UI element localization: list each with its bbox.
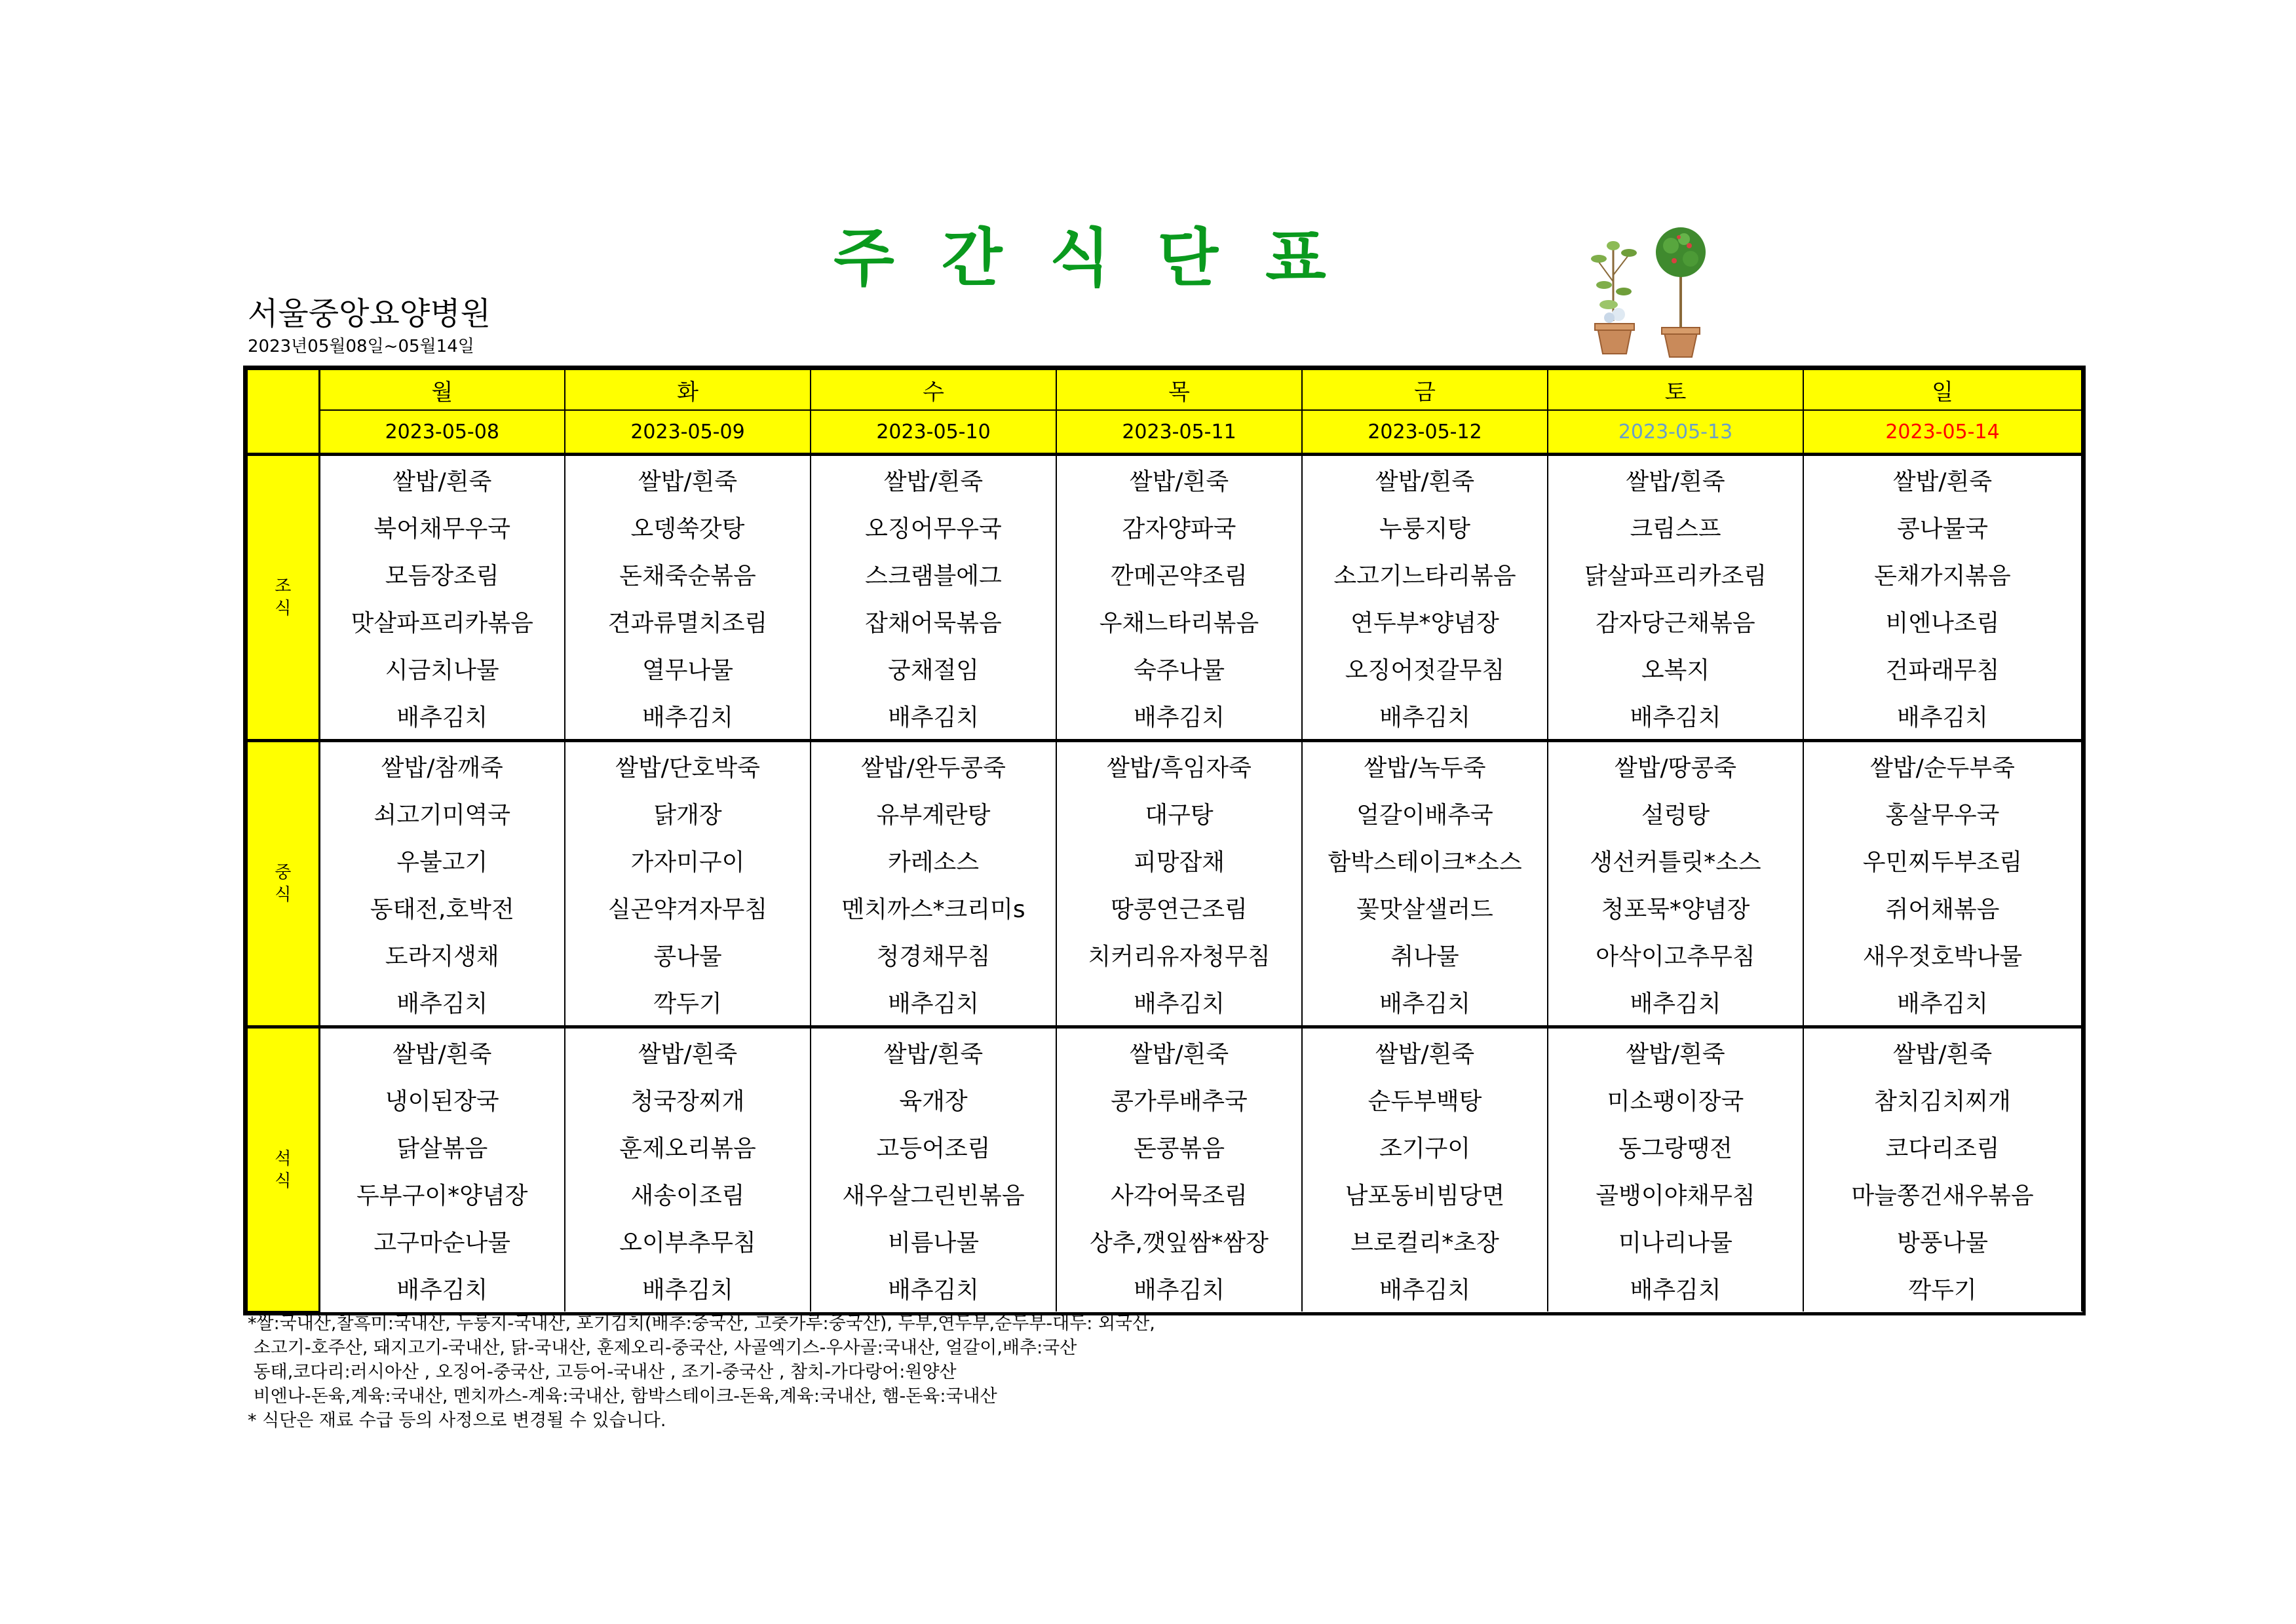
menu-item: 배추김치 xyxy=(1548,978,1803,1027)
day-sun: 일 xyxy=(1803,369,2082,410)
menu-item: 사각어묵조림 xyxy=(1056,1170,1302,1217)
menu-item: 배추김치 xyxy=(565,692,811,741)
menu-item: 스크램블에그 xyxy=(811,550,1056,597)
right-topiary-icon xyxy=(1656,227,1706,357)
menu-item: 새송이조림 xyxy=(565,1170,811,1217)
menu-item: 피망잡채 xyxy=(1056,837,1302,884)
menu-item: 오징어젓갈무침 xyxy=(1302,645,1548,692)
breakfast-row xyxy=(247,550,2082,597)
menu-item: 설렁탕 xyxy=(1548,789,1803,837)
menu-item: 꽃맛살샐러드 xyxy=(1302,884,1548,931)
menu-item: 취나물 xyxy=(1302,931,1548,978)
menu-item: 새우젓호박나물 xyxy=(1803,931,2082,978)
menu-item: 쌀밥/흰죽 xyxy=(1302,1027,1548,1076)
menu-item: 배추김치 xyxy=(811,692,1056,741)
date-tue: 2023-05-09 xyxy=(565,410,811,455)
menu-item: 닭살파프리카조림 xyxy=(1548,550,1803,597)
menu-item: 홍살무우국 xyxy=(1803,789,2082,837)
menu-item: 깍두기 xyxy=(565,978,811,1027)
title-char: 식 xyxy=(1049,221,1113,295)
menu-item: 배추김치 xyxy=(1803,692,2082,741)
lunch-row xyxy=(247,741,2082,790)
menu-item: 견과류멸치조림 xyxy=(565,597,811,645)
menu-item: 맛살파프리카볶음 xyxy=(319,597,565,645)
menu-item: 쌀밥/흰죽 xyxy=(1803,455,2082,504)
breakfast-row xyxy=(247,455,2082,504)
title-char: 주 xyxy=(833,221,897,295)
footnote-line: 소고기-호주산, 돼지고기-국내산, 닭-국내산, 훈제오리-중국산, 사골엑기스-우사골:국내산, 얼갈이,배추:국산 xyxy=(248,1338,1077,1358)
menu-item: 북어채무우국 xyxy=(319,503,565,550)
menu-item: 쌀밥/흰죽 xyxy=(565,1027,811,1076)
menu-item: 쌀밥/흰죽 xyxy=(1056,1027,1302,1076)
menu-item: 쌀밥/순두부죽 xyxy=(1803,741,2082,790)
menu-item: 건파래무침 xyxy=(1803,645,2082,692)
menu-item: 고등어조림 xyxy=(811,1123,1056,1170)
menu-item: 소고기느타리볶음 xyxy=(1302,550,1548,597)
menu-item: 골뱅이야채무침 xyxy=(1548,1170,1803,1217)
breakfast-row xyxy=(247,692,2082,741)
menu-item: 배추김치 xyxy=(1803,978,2082,1027)
dinner-row xyxy=(247,1264,2082,1312)
menu-item: 오징어무우국 xyxy=(811,503,1056,550)
menu-item: 쌀밥/흰죽 xyxy=(1056,455,1302,504)
menu-item: 남포동비빔당면 xyxy=(1302,1170,1548,1217)
menu-item: 배추김치 xyxy=(319,1264,565,1312)
menu-item: 배추김치 xyxy=(565,1264,811,1312)
menu-item: 미나리나물 xyxy=(1548,1217,1803,1264)
menu-item: 카레소스 xyxy=(811,837,1056,884)
menu-item: 깍두기 xyxy=(1803,1264,2082,1312)
menu-item: 두부구이*양념장 xyxy=(319,1170,565,1217)
menu-item: 육개장 xyxy=(811,1076,1056,1123)
menu-item: 배추김치 xyxy=(811,978,1056,1027)
menu-item: 돈채가지볶음 xyxy=(1803,550,2082,597)
menu-item: 우불고기 xyxy=(319,837,565,884)
menu-item: 쌀밥/흰죽 xyxy=(1803,1027,2082,1076)
left-plant-icon xyxy=(1591,241,1637,354)
date-thu: 2023-05-11 xyxy=(1056,410,1302,455)
breakfast-row xyxy=(247,645,2082,692)
menu-item: 시금치나물 xyxy=(319,645,565,692)
menu-item: 얼갈이배추국 xyxy=(1302,789,1548,837)
lunch-label: 중 식 xyxy=(247,741,319,1027)
menu-item: 훈제오리볶음 xyxy=(565,1123,811,1170)
menu-item: 쌀밥/녹두죽 xyxy=(1302,741,1548,790)
menu-item: 콩나물 xyxy=(565,931,811,978)
menu-item: 미소팽이장국 xyxy=(1548,1076,1803,1123)
dinner-row xyxy=(247,1217,2082,1264)
lunch-row xyxy=(247,884,2082,931)
menu-item: 코다리조림 xyxy=(1803,1123,2082,1170)
menu-item: 청포묵*양념장 xyxy=(1548,884,1803,931)
menu-item: 배추김치 xyxy=(1548,692,1803,741)
menu-item: 쇠고기미역국 xyxy=(319,789,565,837)
menu-item: 돈채죽순볶음 xyxy=(565,550,811,597)
menu-item: 쌀밥/완두콩죽 xyxy=(811,741,1056,790)
menu-item: 새우살그린빈볶음 xyxy=(811,1170,1056,1217)
footnote-line: * 식단은 재료 수급 등의 사정으로 변경될 수 있습니다. xyxy=(248,1410,666,1431)
menu-item: 땅콩연근조림 xyxy=(1056,884,1302,931)
menu-item: 연두부*양념장 xyxy=(1302,597,1548,645)
menu-item: 쌀밥/흰죽 xyxy=(319,1027,565,1076)
menu-item: 배추김치 xyxy=(319,978,565,1027)
menu-item: 쌀밥/단호박죽 xyxy=(565,741,811,790)
menu-item: 동그랑땡전 xyxy=(1548,1123,1803,1170)
day-thu: 목 xyxy=(1056,369,1302,410)
day-sat: 토 xyxy=(1548,369,1803,410)
menu-item: 모듬장조림 xyxy=(319,550,565,597)
menu-item: 유부계란탕 xyxy=(811,789,1056,837)
menu-item: 열무나물 xyxy=(565,645,811,692)
menu-item: 쥐어채볶음 xyxy=(1803,884,2082,931)
menu-item: 쌀밥/흰죽 xyxy=(1548,1027,1803,1076)
date-header-row xyxy=(247,410,2082,455)
day-tue: 화 xyxy=(565,369,811,410)
footnote-line: 동태,코다리:러시아산 , 오징어-중국산, 고등어-국내산 , 조기-중국산 , 참치-가다랑어:원양산 xyxy=(248,1362,957,1382)
dinner-row xyxy=(247,1076,2082,1123)
menu-item: 상추,깻잎쌈*쌈장 xyxy=(1056,1217,1302,1264)
date-wed: 2023-05-10 xyxy=(811,410,1056,455)
day-fri: 금 xyxy=(1302,369,1548,410)
menu-item: 비엔나조림 xyxy=(1803,597,2082,645)
menu-item: 숙주나물 xyxy=(1056,645,1302,692)
menu-item: 멘치까스*크리미s xyxy=(811,884,1056,931)
lunch-row xyxy=(247,837,2082,884)
menu-item: 방풍나물 xyxy=(1803,1217,2082,1264)
menu-item: 가자미구이 xyxy=(565,837,811,884)
menu-item: 함박스테이크*소스 xyxy=(1302,837,1548,884)
lunch-row xyxy=(247,789,2082,837)
menu-item: 배추김치 xyxy=(1056,692,1302,741)
menu-item: 쌀밥/흑임자죽 xyxy=(1056,741,1302,790)
title-char: 단 xyxy=(1157,221,1221,295)
menu-item: 크림스프 xyxy=(1548,503,1803,550)
menu-item: 조기구이 xyxy=(1302,1123,1548,1170)
menu-item: 배추김치 xyxy=(1056,978,1302,1027)
menu-item: 쌀밥/흰죽 xyxy=(319,455,565,504)
menu-item: 쌀밥/땅콩죽 xyxy=(1548,741,1803,790)
menu-item: 브로컬리*초장 xyxy=(1302,1217,1548,1264)
menu-item: 마늘쫑건새우볶음 xyxy=(1803,1170,2082,1217)
date-fri: 2023-05-12 xyxy=(1302,410,1548,455)
menu-item: 쌀밥/흰죽 xyxy=(811,1027,1056,1076)
menu-item: 배추김치 xyxy=(1302,692,1548,741)
day-mon: 월 xyxy=(319,369,565,410)
footnote-line: 비엔나-돈육,계육:국내산, 멘치까스-계육:국내산, 함박스테이크-돈육,계육:국내산, 햄-돈육:국내산 xyxy=(248,1386,997,1407)
menu-item: 쌀밥/흰죽 xyxy=(565,455,811,504)
menu-item: 콩가루배추국 xyxy=(1056,1076,1302,1123)
menu-item: 궁채절임 xyxy=(811,645,1056,692)
menu-item: 배추김치 xyxy=(1302,1264,1548,1312)
potted-plants-illustration xyxy=(1573,223,1730,360)
corner-cell xyxy=(247,369,319,455)
day-header-row xyxy=(247,369,2082,410)
menu-item: 감자양파국 xyxy=(1056,503,1302,550)
dinner-label: 석 식 xyxy=(247,1027,319,1312)
menu-item: 청경채무침 xyxy=(811,931,1056,978)
weekly-menu-table xyxy=(246,369,2082,1312)
date-mon: 2023-05-08 xyxy=(319,410,565,455)
menu-item: 우민찌두부조림 xyxy=(1803,837,2082,884)
menu-item: 동태전,호박전 xyxy=(319,884,565,931)
footnote-line: *쌀:국내산,찰흑미:국내산, 누룽지-국내산, 포기김치(배추:중국산, 고춧가루:중국산), 두부,연두부,순두부-대두: 외국산, xyxy=(248,1313,1155,1334)
breakfast-row xyxy=(247,597,2082,645)
menu-item: 청국장찌개 xyxy=(565,1076,811,1123)
menu-item: 참치김치찌개 xyxy=(1803,1076,2082,1123)
menu-item: 배추김치 xyxy=(1056,1264,1302,1312)
menu-item: 닭살볶음 xyxy=(319,1123,565,1170)
menu-item: 냉이된장국 xyxy=(319,1076,565,1123)
date-sat: 2023-05-13 xyxy=(1548,410,1803,455)
dinner-row xyxy=(247,1170,2082,1217)
menu-item: 치커리유자청무침 xyxy=(1056,931,1302,978)
hospital-name: 서울중앙요양병원 xyxy=(248,295,491,332)
menu-item: 쌀밥/참깨죽 xyxy=(319,741,565,790)
menu-item: 생선커틀릿*소스 xyxy=(1548,837,1803,884)
menu-item: 배추김치 xyxy=(1548,1264,1803,1312)
menu-item: 잡채어묵볶음 xyxy=(811,597,1056,645)
lunch-row xyxy=(247,931,2082,978)
date-sun: 2023-05-14 xyxy=(1803,410,2082,455)
footnotes xyxy=(248,1312,1155,1433)
menu-item: 쌀밥/흰죽 xyxy=(811,455,1056,504)
menu-item: 쌀밥/흰죽 xyxy=(1302,455,1548,504)
menu-item: 오이부추무침 xyxy=(565,1217,811,1264)
dinner-row xyxy=(247,1123,2082,1170)
menu-period: 2023년05월08일~05월14일 xyxy=(248,337,474,356)
menu-item: 도라지생채 xyxy=(319,931,565,978)
menu-item: 누룽지탕 xyxy=(1302,503,1548,550)
menu-item: 아삭이고추무침 xyxy=(1548,931,1803,978)
menu-item: 배추김치 xyxy=(319,692,565,741)
page-title xyxy=(786,208,1376,298)
dinner-row xyxy=(247,1027,2082,1076)
menu-item: 돈콩볶음 xyxy=(1056,1123,1302,1170)
lunch-row xyxy=(247,978,2082,1027)
breakfast-row xyxy=(247,503,2082,550)
menu-item: 우채느타리볶음 xyxy=(1056,597,1302,645)
menu-item: 실곤약겨자무침 xyxy=(565,884,811,931)
menu-item: 순두부백탕 xyxy=(1302,1076,1548,1123)
menu-item: 콩나물국 xyxy=(1803,503,2082,550)
title-char: 간 xyxy=(941,221,1005,295)
menu-item: 깐메곤약조림 xyxy=(1056,550,1302,597)
menu-item: 닭개장 xyxy=(565,789,811,837)
menu-item: 대구탕 xyxy=(1056,789,1302,837)
menu-item: 배추김치 xyxy=(1302,978,1548,1027)
menu-item: 감자당근채볶음 xyxy=(1548,597,1803,645)
title-char: 표 xyxy=(1265,221,1329,295)
menu-item: 오뎅쑥갓탕 xyxy=(565,503,811,550)
breakfast-label: 조 식 xyxy=(247,455,319,741)
menu-item: 비름나물 xyxy=(811,1217,1056,1264)
menu-item: 배추김치 xyxy=(811,1264,1056,1312)
menu-item: 쌀밥/흰죽 xyxy=(1548,455,1803,504)
menu-item: 오복지 xyxy=(1548,645,1803,692)
day-wed: 수 xyxy=(811,369,1056,410)
menu-item: 고구마순나물 xyxy=(319,1217,565,1264)
